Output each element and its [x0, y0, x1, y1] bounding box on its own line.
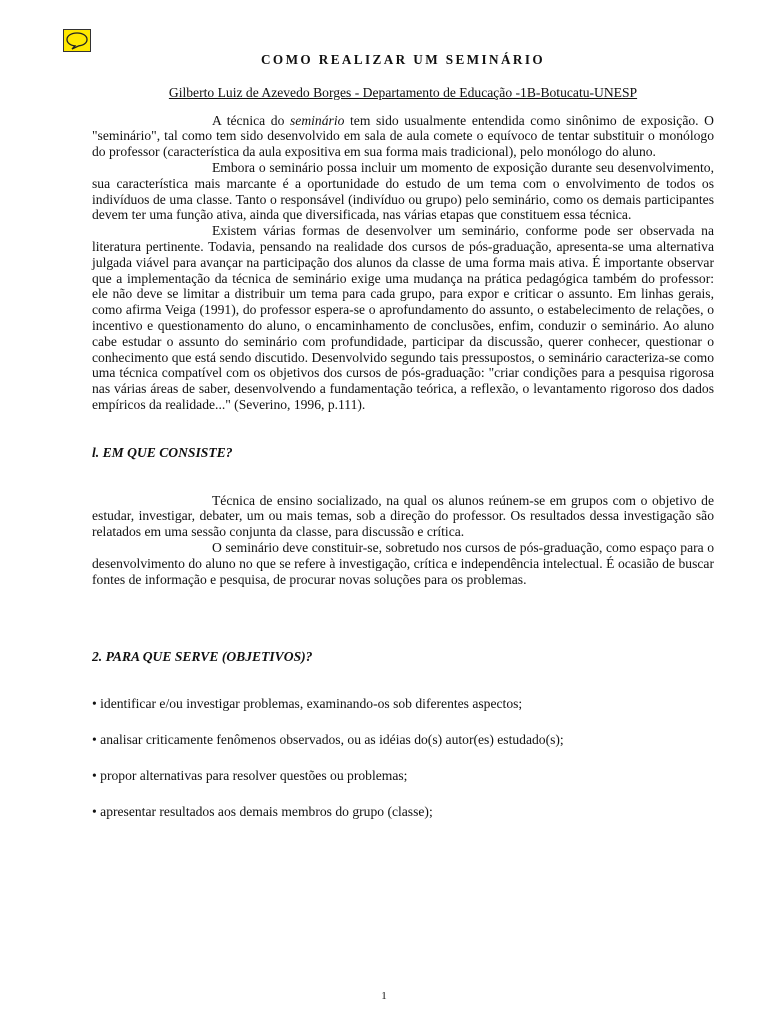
list-item: • analisar criticamente fenômenos observados, ou as idéias do(s) autor(es) estudado(s); [92, 731, 564, 747]
section-1-paragraph-2: O seminário deve constituir-se, sobretudo nos cursos de pós-graduação, como espaço para o desenvolvimento do aluno no que se refere à investigação, crítica e independência intelectual. É ocasião de buscar fontes de informação e pesquisa, de procurar novas soluções para os problemas. [92, 539, 714, 587]
comment-icon[interactable] [63, 29, 91, 52]
section-2-heading: 2. PARA QUE SERVE (OBJETIVOS)? [92, 649, 313, 665]
intro-p1-rest: tem sido usualmente entendida como sinônimo de exposição. O "seminário", tal como tem sido desenvolvido em sala de aula comete o equívoco de tentar substituir o monólogo do professor (característica da aula expositiva em sua forma mais tradicional), pelo monólogo do aluno. [92, 112, 714, 160]
intro-p1-emphasis: seminário [290, 112, 345, 128]
list-item: • apresentar resultados aos demais membros do grupo (classe); [92, 803, 433, 819]
document-title: COMO REALIZAR UM SEMINÁRIO [260, 52, 546, 67]
section-1-paragraph-1: Técnica de ensino socializado, na qual os alunos reúnem-se em grupos com o objetivo de estudar, investigar, debater, um ou mais temas, sob a direção do professor. Os resultados dessa investigação são relatados em uma sessão conjunta da classe, para discussão e crítica. [92, 492, 714, 540]
intro-paragraph-2: Embora o seminário possa incluir um momento de exposição durante seu desenvolvimento, sua característica mais marcante é a oportunidade do estudo de um tema com o envolvimento de todos os indivíduos de uma classe. Tanto o responsável (indivíduo ou grupo) pelo seminário, como os demais participantes devem ter uma função ativa, ainda que diversificada, nas várias etapas que constituem essa técnica. [92, 159, 714, 223]
section-1-heading: l. EM QUE CONSISTE? [92, 444, 233, 460]
list-item: • propor alternativas para resolver questões ou problemas; [92, 767, 408, 783]
page-number: 1 [381, 990, 387, 1002]
intro-p1-start: A técnica do [212, 112, 291, 128]
document-page [92, 52, 714, 839]
author-line: Gilberto Luiz de Azevedo Borges - Departamento de Educação -1B-Botucatu-UNESP [168, 84, 638, 100]
intro-paragraph-3: Existem várias formas de desenvolver um seminário, conforme pode ser observada na literatura pertinente. Todavia, pensando na realidade dos cursos de pós-graduação, apresenta-se uma alternativa julgada viável para avançar na participação dos alunos da classe de uma forma mais ativa. É importante observar que a implementação da técnica de seminário exige uma mudança na prática pedagógica também do professor: ele não deve se limitar a distribuir um tema para cada grupo, para expor e criticar o assunto. Em linhas gerais, como afirma Veiga (1991), do professor espera-se o aprofundamento do assunto, o estabelecimento de relações, o incentivo e questionamento do aluno, o encaminhamento de conclusões, enfim, conduzir o seminário. Ao aluno cabe estudar o assunto do seminário com profundidade, participar da discussão, querer conhecer, questionar o conhecimento que está sendo discutido. Desenvolvido segundo tais pressupostos, o seminário caracteriza-se como uma técnica compatível com os objetivos dos cursos de pós-graduação: "criar condições para a pesquisa rigorosa nas várias áreas de saber, desenvolvendo a fundamentação teórica, a reflexão, o levantamento rigoroso dos dados empíricos da realidade..." (Severino, 1996, p.111). [92, 223, 714, 412]
objectives-list [92, 696, 714, 819]
list-item: • identificar e/ou investigar problemas, examinando-os sob diferentes aspectos; [92, 696, 523, 712]
intro-paragraph-1 [92, 113, 714, 160]
